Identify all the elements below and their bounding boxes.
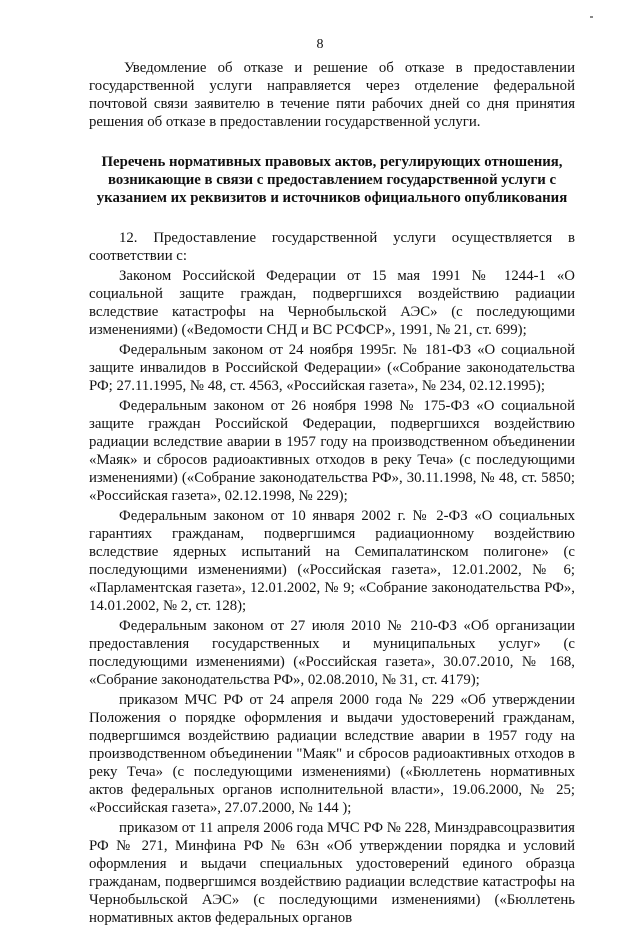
intro-paragraph: Уведомление об отказе и решение об отказе в предоставлении государственной услуги направляется через отделение федеральной почтовой связи заявителю в течение пяти рабочих дней со дня принятия решения об отказе в предоставлении государственной услуги. xyxy=(89,60,575,130)
act-item: Федеральным законом от 27 июля 2010 № 210-ФЗ «Об организации предоставления государственных и муниципальных услуг» (с последующими изменениями) («Российская газета», 30.07.2010, № 168, «Собрание законодательства РФ», 02.08.2010, № 31, ст. 4179); xyxy=(89,618,575,688)
document-body xyxy=(89,59,575,927)
act-item: Законом Российской Федерации от 15 мая 1991 № 1244-1 «О социальной защите граждан, подвергшихся воздействию радиации вследствие катастрофы на Чернобыльской АЭС» (с последующими изменениями) («Ведомости СНД и ВС РСФСР», 1991, № 21, ст. 699); xyxy=(89,268,575,338)
scan-speck xyxy=(590,16,593,18)
act-item: Федеральным законом от 10 января 2002 г. № 2-ФЗ «О социальных гарантиях гражданам, подвергшимся радиационному воздействию вследствие ядерных испытаний на Семипалатинском полигоне» (с последующими изменениями) («Российская газета», 12.01.2002, № 6; «Парламентская газета», 12.01.2002, № 9; «Собрание законодательства РФ», 14.01.2002, № 2, ст. 128); xyxy=(89,508,575,614)
act-item: Федеральным законом от 24 ноября 1995г. № 181-ФЗ «О социальной защите инвалидов в Российской Федерации» («Собрание законодательства РФ; 27.11.1995, № 48, ст. 4563, «Российская газета», № 234, 02.12.1995); xyxy=(89,342,575,394)
act-item: приказом МЧС РФ от 24 апреля 2000 года № 229 «Об утверждении Положения о порядке оформления и выдачи удостоверений гражданам, подвергшимся воздействию радиации вследствие аварии в 1957 году на производственном объединении "Маяк" и сбросов радиоактивных отходов в реку Теча» (с последующими изменениями) («Бюллетень нормативных актов федеральных органов исполнительной власти», 19.06.2000, № 25; «Российская газета», 27.07.2000, № 144 ); xyxy=(89,692,575,816)
act-item: Федеральным законом от 26 ноября 1998 № 175-ФЗ «О социальной защите граждан Российской Федерации, подвергшихся воздействию радиации вследствие аварии в 1957 году на производственном объединении «Маяк» и сбросов радиоактивных отходов в реку Теча» (с последующими изменениями) («Собрание законодательства РФ», 30.11.1998, № 48, ст. 5850; «Российская газета», 02.12.1998, № 229); xyxy=(89,398,575,504)
clause-12: 12. Предоставление государственной услуги осуществляется в соответствии с: xyxy=(89,230,575,264)
act-item: приказом от 11 апреля 2006 года МЧС РФ № 228, Минздравсоцразвития РФ № 271, Минфина РФ № 63н «Об утверждении порядка и условий оформления и выдачи специальных удостоверений единого образца гражданам, подвергшимся воздействию радиации вследствие катастрофы на Чернобыльской АЭС» (с последующими изменениями) («Бюллетень нормативных актов федеральных органов xyxy=(89,820,575,926)
section-heading: Перечень нормативных правовых актов, регулирующих отношения, возникающие в связи с предоставлением государственной услуги с указанием их реквизитов и источников официального опубликования xyxy=(96,154,568,206)
page-number: 8 xyxy=(316,37,324,52)
